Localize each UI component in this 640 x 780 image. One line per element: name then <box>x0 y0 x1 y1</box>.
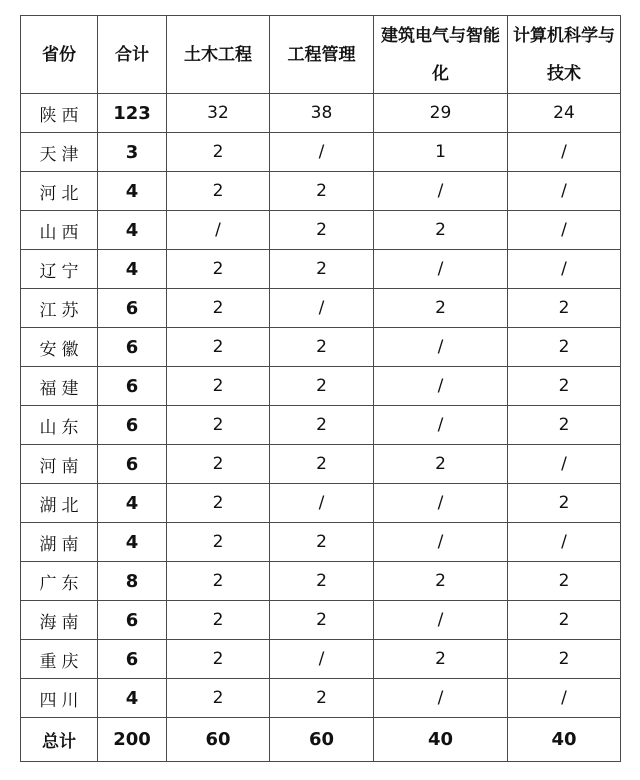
cell-province: 天津 <box>21 133 98 172</box>
enrollment-table <box>20 15 621 762</box>
cell-civil: 2 <box>167 562 270 601</box>
cell-total: 6 <box>98 367 167 406</box>
cell-civil: 2 <box>167 367 270 406</box>
enrollment-table-container <box>20 15 621 762</box>
cell-elec: / <box>374 172 508 211</box>
cell-cs: 2 <box>508 328 621 367</box>
table-row <box>21 172 621 211</box>
cell-civil: 2 <box>167 523 270 562</box>
cell-civil: / <box>167 211 270 250</box>
cell-cs: 2 <box>508 406 621 445</box>
cell-province: 江苏 <box>21 289 98 328</box>
cell-province: 重庆 <box>21 640 98 679</box>
cell-total: 6 <box>98 601 167 640</box>
cell-elec: / <box>374 679 508 718</box>
footer-label: 总计 <box>21 718 98 762</box>
cell-mgmt: / <box>270 640 374 679</box>
cell-total: 3 <box>98 133 167 172</box>
cell-civil: 2 <box>167 250 270 289</box>
footer-elec: 40 <box>374 718 508 762</box>
cell-civil: 2 <box>167 640 270 679</box>
footer-mgmt: 60 <box>270 718 374 762</box>
cell-province: 四川 <box>21 679 98 718</box>
cell-elec: / <box>374 484 508 523</box>
table-row <box>21 640 621 679</box>
table-row <box>21 562 621 601</box>
cell-cs: 2 <box>508 484 621 523</box>
header-building-electrical: 建筑电气与智能化 <box>374 16 508 94</box>
table-row <box>21 367 621 406</box>
cell-cs: / <box>508 445 621 484</box>
cell-civil: 32 <box>167 94 270 133</box>
cell-mgmt: 2 <box>270 328 374 367</box>
cell-elec: 2 <box>374 562 508 601</box>
cell-province: 山东 <box>21 406 98 445</box>
header-computer-science: 计算机科学与技术 <box>508 16 621 94</box>
cell-province: 福建 <box>21 367 98 406</box>
footer-cs: 40 <box>508 718 621 762</box>
cell-province: 海南 <box>21 601 98 640</box>
cell-civil: 2 <box>167 679 270 718</box>
cell-cs: 2 <box>508 367 621 406</box>
cell-cs: / <box>508 523 621 562</box>
cell-total: 8 <box>98 562 167 601</box>
cell-civil: 2 <box>167 328 270 367</box>
cell-elec: 1 <box>374 133 508 172</box>
table-row <box>21 484 621 523</box>
cell-total: 4 <box>98 250 167 289</box>
cell-total: 4 <box>98 679 167 718</box>
cell-cs: / <box>508 211 621 250</box>
cell-cs: / <box>508 172 621 211</box>
cell-mgmt: 2 <box>270 172 374 211</box>
table-row <box>21 133 621 172</box>
cell-elec: / <box>374 328 508 367</box>
cell-mgmt: / <box>270 133 374 172</box>
cell-cs: / <box>508 679 621 718</box>
table-row <box>21 406 621 445</box>
cell-mgmt: 2 <box>270 250 374 289</box>
table-footer-row <box>21 718 621 762</box>
cell-civil: 2 <box>167 484 270 523</box>
cell-mgmt: 2 <box>270 679 374 718</box>
cell-province: 河南 <box>21 445 98 484</box>
table-row <box>21 679 621 718</box>
table-row <box>21 523 621 562</box>
cell-total: 4 <box>98 523 167 562</box>
cell-mgmt: 2 <box>270 601 374 640</box>
footer-total: 200 <box>98 718 167 762</box>
cell-province: 湖南 <box>21 523 98 562</box>
table-body <box>21 94 621 718</box>
cell-elec: 2 <box>374 289 508 328</box>
table-row <box>21 289 621 328</box>
cell-civil: 2 <box>167 172 270 211</box>
cell-cs: / <box>508 250 621 289</box>
cell-mgmt: 2 <box>270 445 374 484</box>
cell-mgmt: 38 <box>270 94 374 133</box>
cell-mgmt: 2 <box>270 406 374 445</box>
cell-civil: 2 <box>167 289 270 328</box>
cell-elec: 2 <box>374 445 508 484</box>
cell-civil: 2 <box>167 445 270 484</box>
cell-elec: 2 <box>374 640 508 679</box>
cell-province: 山西 <box>21 211 98 250</box>
footer-civil: 60 <box>167 718 270 762</box>
cell-mgmt: 2 <box>270 367 374 406</box>
header-engineering-management: 工程管理 <box>270 16 374 94</box>
table-row <box>21 328 621 367</box>
table-row <box>21 94 621 133</box>
cell-cs: 2 <box>508 601 621 640</box>
cell-elec: 2 <box>374 211 508 250</box>
cell-cs: 24 <box>508 94 621 133</box>
table-header-row <box>21 16 621 94</box>
table-row <box>21 250 621 289</box>
table-row <box>21 445 621 484</box>
cell-mgmt: / <box>270 484 374 523</box>
cell-elec: 29 <box>374 94 508 133</box>
cell-total: 4 <box>98 172 167 211</box>
cell-province: 广东 <box>21 562 98 601</box>
cell-mgmt: 2 <box>270 523 374 562</box>
cell-mgmt: / <box>270 289 374 328</box>
cell-civil: 2 <box>167 601 270 640</box>
cell-total: 6 <box>98 289 167 328</box>
cell-cs: 2 <box>508 562 621 601</box>
table-row <box>21 601 621 640</box>
cell-total: 4 <box>98 484 167 523</box>
cell-elec: / <box>374 523 508 562</box>
cell-total: 6 <box>98 640 167 679</box>
header-province: 省份 <box>21 16 98 94</box>
cell-total: 6 <box>98 445 167 484</box>
cell-civil: 2 <box>167 406 270 445</box>
cell-total: 6 <box>98 328 167 367</box>
cell-province: 辽宁 <box>21 250 98 289</box>
cell-elec: / <box>374 601 508 640</box>
cell-total: 4 <box>98 211 167 250</box>
cell-elec: / <box>374 367 508 406</box>
cell-province: 河北 <box>21 172 98 211</box>
cell-mgmt: 2 <box>270 562 374 601</box>
cell-province: 安徽 <box>21 328 98 367</box>
header-total: 合计 <box>98 16 167 94</box>
cell-cs: 2 <box>508 289 621 328</box>
cell-total: 6 <box>98 406 167 445</box>
cell-elec: / <box>374 406 508 445</box>
table-row <box>21 211 621 250</box>
header-civil-engineering: 土木工程 <box>167 16 270 94</box>
cell-elec: / <box>374 250 508 289</box>
cell-province: 陕西 <box>21 94 98 133</box>
cell-cs: 2 <box>508 640 621 679</box>
cell-civil: 2 <box>167 133 270 172</box>
cell-mgmt: 2 <box>270 211 374 250</box>
cell-total: 123 <box>98 94 167 133</box>
cell-province: 湖北 <box>21 484 98 523</box>
cell-cs: / <box>508 133 621 172</box>
